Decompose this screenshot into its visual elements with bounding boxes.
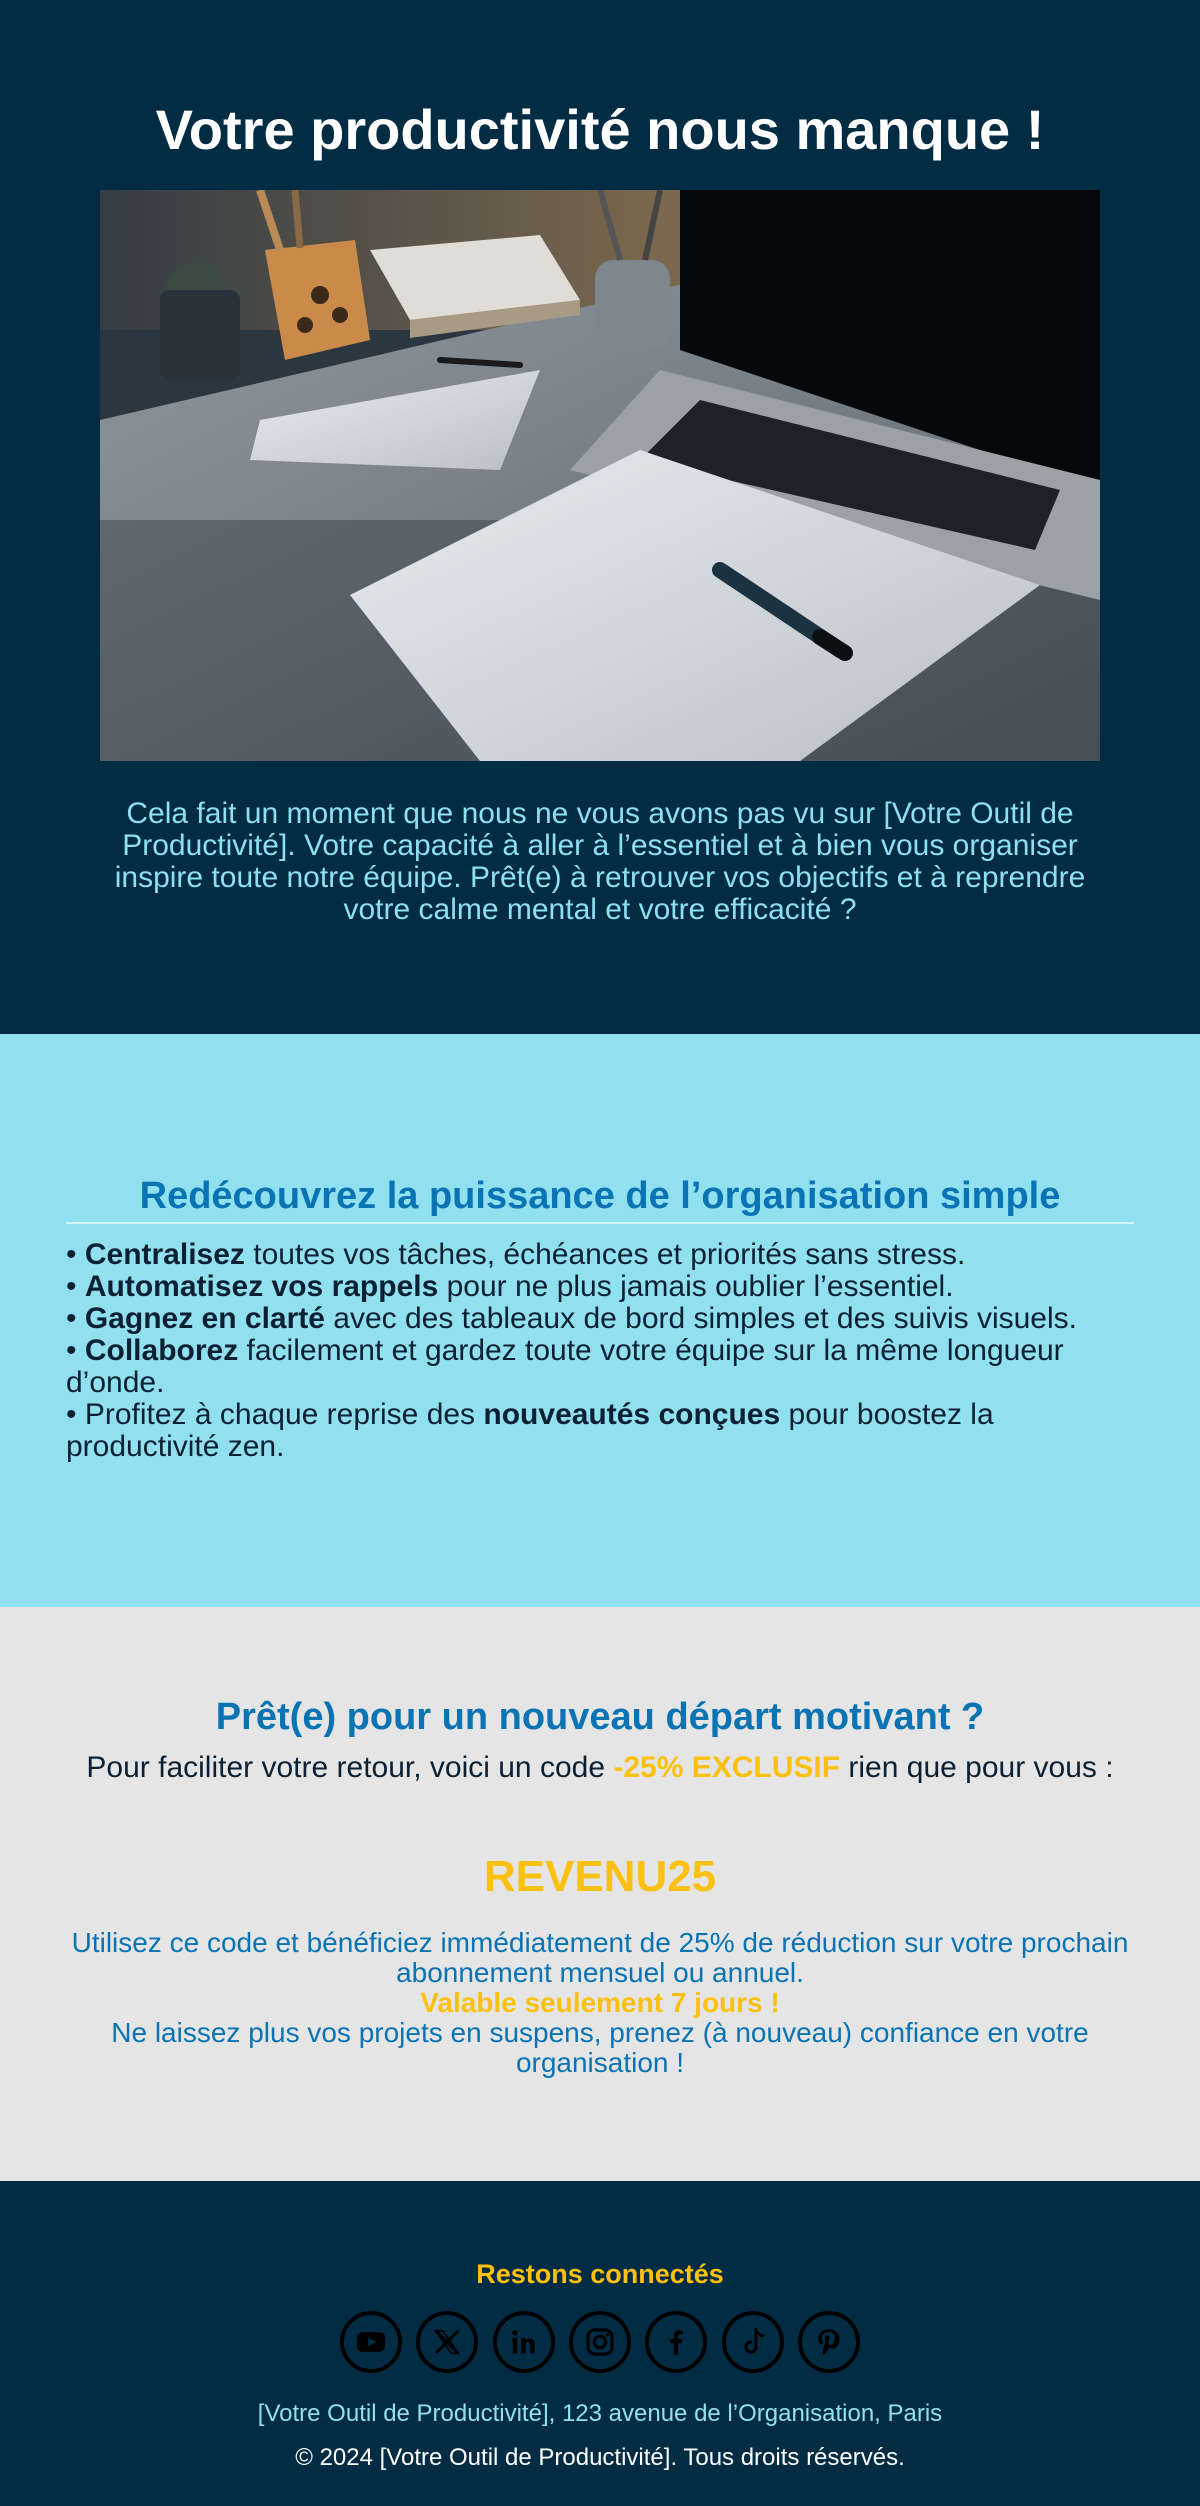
social-link-youtube[interactable] (340, 2311, 402, 2373)
desk-photo (100, 190, 1100, 761)
social-link-instagram[interactable] (569, 2311, 631, 2373)
offer-details-line2: Ne laissez plus vos projets en suspens, prenez (à nouveau) confiance en votre organisation ! (111, 2017, 1089, 2078)
hero-section (0, 0, 1200, 1034)
facebook-icon (659, 2325, 693, 2359)
tiktok-icon (736, 2325, 770, 2359)
social-links (340, 2311, 860, 2373)
instagram-icon (583, 2325, 617, 2359)
offer-details-line1: Utilisez ce code et bénéficiez immédiatement de 25% de réduction sur votre prochain abonnement mensuel ou annuel. (71, 1927, 1129, 1988)
footer-address: [Votre Outil de Productivité], 123 avenue de l’Organisation, Paris (257, 2400, 943, 2427)
footer (0, 2181, 1200, 2506)
social-link-tiktok[interactable] (722, 2311, 784, 2373)
footer-copyright: © 2024 [Votre Outil de Productivité]. Tous droits réservés. (295, 2444, 905, 2471)
pinterest-icon (812, 2325, 846, 2359)
youtube-icon (354, 2325, 388, 2359)
features-divider (66, 1222, 1134, 1224)
linkedin-icon (507, 2325, 541, 2359)
hero-image (100, 190, 1100, 761)
social-link-facebook[interactable] (645, 2311, 707, 2373)
social-link-linkedin[interactable] (493, 2311, 555, 2373)
features-title: Redécouvrez la puissance de l’organisation simple (139, 1175, 1061, 1217)
feature-item-automate: • Automatisez vos rappels pour ne plus jamais oublier l’essentiel. (66, 1270, 954, 1303)
feature-item-collaborate: • Collaborez facilement et gardez toute votre équipe sur la même longueur d’onde. (66, 1334, 1064, 1399)
hero-title: Votre productivité nous manque ! (155, 98, 1045, 161)
hero-paragraph: Cela fait un moment que nous ne vous avons pas vu sur [Votre Outil de Productivité]. Votre capacité à aller à l’essentiel et à bien vous organiser inspire toute notre équipe. Prêt(e) à retrouver vos objectifs et à reprendre votre calme mental et votre efficacité ? (114, 797, 1086, 926)
offer-title: Prêt(e) pour un nouveau départ motivant ? (215, 1696, 985, 1738)
feature-item-centralize: • Centralisez toutes vos tâches, échéances et priorités sans stress. (66, 1238, 966, 1271)
footer-heading: Restons connectés (476, 2259, 724, 2289)
features-list (66, 1239, 1134, 1463)
feature-item-new-features: • Profitez à chaque reprise des nouveautés conçues pour boostez la productivité zen. (66, 1398, 994, 1463)
x-icon (430, 2325, 464, 2359)
feature-item-clarity: • Gagnez en clarté avec des tableaux de bord simples et des suivis visuels. (66, 1302, 1077, 1335)
offer-intro: Pour faciliter votre retour, voici un code -25% EXCLUSIF rien que pour vous : (86, 1751, 1114, 1784)
urgency-text: Valable seulement 7 jours ! (420, 1987, 780, 2018)
offer-details (60, 1928, 1140, 2078)
offer-section (0, 1607, 1200, 2181)
promo-code[interactable]: REVENU25 (483, 1852, 717, 1901)
discount-highlight: -25% EXCLUSIF (613, 1751, 841, 1784)
social-link-pinterest[interactable] (798, 2311, 860, 2373)
social-link-x[interactable] (416, 2311, 478, 2373)
features-section (0, 1034, 1200, 1607)
